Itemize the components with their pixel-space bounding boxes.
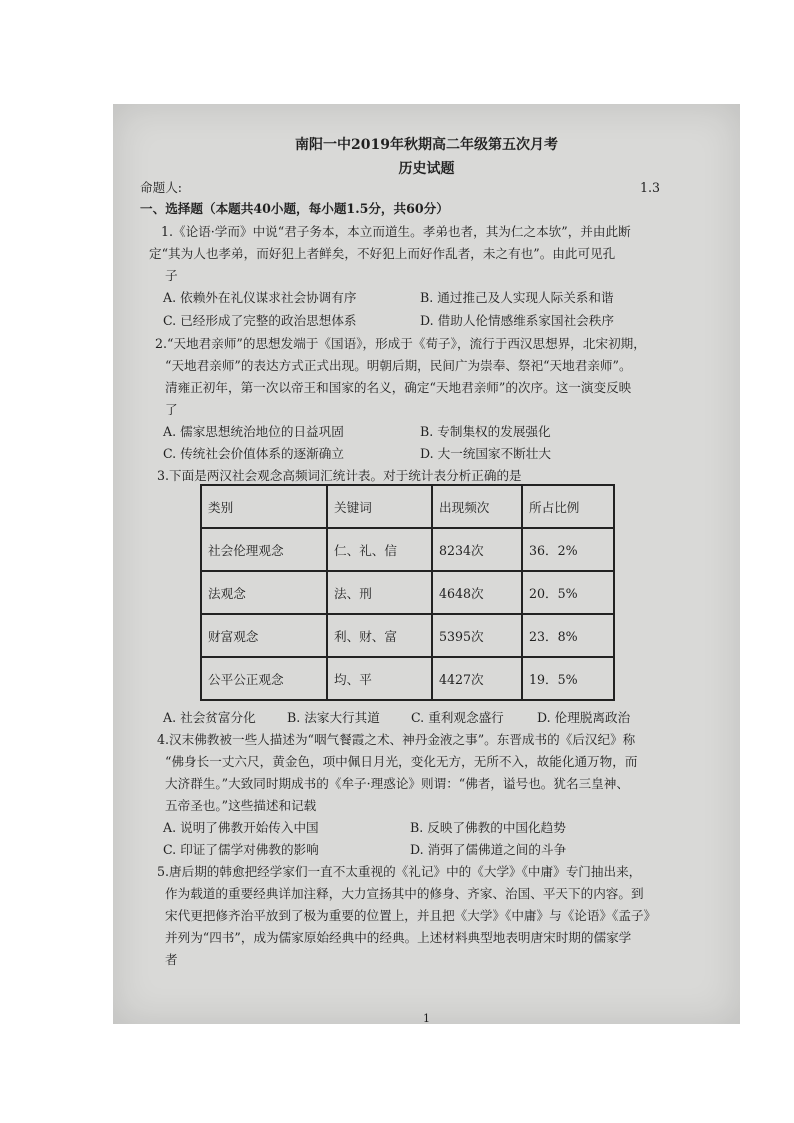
option-d: D. 大一统国家不断壮大 <box>420 446 551 461</box>
table-cell: 8234次 <box>432 528 522 571</box>
table-header-row <box>201 485 614 528</box>
table-cell: 均、平 <box>327 657 432 700</box>
option-b: B. 专制集权的发展强化 <box>420 424 551 439</box>
table-header-cell: 所占比例 <box>522 485 614 528</box>
question-stem-line: 作为载道的重要经典详加注释，大力宣扬其中的修身、齐家、治国、平天下的内容。到 <box>165 886 644 901</box>
question-stem-line: 子 <box>165 268 178 283</box>
option-a: A. 社会贫富分化 <box>163 710 256 725</box>
table-cell: 5395次 <box>432 614 522 657</box>
question-stem-line: “佛身长一丈六尺，黄金色，项中佩日月光，变化无方，无所不入，故能化通万物，而 <box>165 754 638 769</box>
table-cell: 4427次 <box>432 657 522 700</box>
table-header-cell: 出现频次 <box>432 485 522 528</box>
question-stem-line: 者 <box>165 952 178 967</box>
table-cell: 19．5% <box>522 657 614 700</box>
table-cell: 仁、礼、信 <box>327 528 432 571</box>
table-header-cell: 关键词 <box>327 485 432 528</box>
option-c: C. 印证了儒学对佛教的影响 <box>163 842 319 857</box>
question-stem-line: 3.下面是两汉社会观念高频词汇统计表。对于统计表分析正确的是 <box>157 468 522 483</box>
option-b: B. 通过推己及人实现人际关系和谐 <box>420 290 614 305</box>
option-d: D. 伦理脱离政治 <box>537 710 631 725</box>
option-a: A. 说明了佛教开始传入中国 <box>163 820 319 835</box>
table-cell: 法、刑 <box>327 571 432 614</box>
table-header-cell: 类别 <box>201 485 327 528</box>
table-cell: 利、财、富 <box>327 614 432 657</box>
question-stem-line: 大济群生。”大致同时期成书的《牟子·理惑论》则谓：“佛者，谥号也。犹名三皇神、 <box>165 776 629 791</box>
page-number: 1 <box>423 1012 430 1024</box>
question-stem-line: “天地君亲师”的表达方式正式出现。明朝后期，民间广为崇奉、祭祀“天地君亲师”。 <box>165 358 632 373</box>
section-heading: 一、选择题（本题共40小题，每小题1.5分，共60分） <box>140 201 449 216</box>
question-stem-line: 1.《论语·学而》中说“君子务本，本立而道生。孝弟也者，其为仁之本欤”，并由此断 <box>161 224 631 239</box>
question-stem-line: 4.汉末佛教被一些人描述为“咽气餐霞之术、神丹金液之事”。东晋成书的《后汉纪》称 <box>157 732 636 747</box>
option-d: D. 消弭了儒佛道之间的斗争 <box>410 842 567 857</box>
exam-paper <box>113 104 740 1024</box>
table-cell: 公平公正观念 <box>201 657 327 700</box>
question-stem-line: 5.唐后期的韩愈把经学家们一直不太重视的《礼记》中的《大学》《中庸》专门抽出来， <box>157 864 642 879</box>
option-b: B. 反映了佛教的中国化趋势 <box>410 820 566 835</box>
exam-subtitle: 历史试题 <box>398 161 455 177</box>
exam-date: 1.3 <box>640 180 661 195</box>
question-stem-line: 宋代更把修齐治平放到了极为重要的位置上，并且把《大学》《中庸》与《论语》《孟子》 <box>165 908 657 923</box>
option-a: A. 依赖外在礼仪谋求社会协调有序 <box>163 290 357 305</box>
option-c: C. 已经形成了完整的政治思想体系 <box>163 313 357 328</box>
table-row <box>201 657 614 700</box>
question-stem-line: 2.“天地君亲师”的思想发端于《国语》，形成于《荀子》，流行于西汉思想界，北宋初期， <box>155 336 646 351</box>
option-b: B. 法家大行其道 <box>287 710 380 725</box>
option-d: D. 借助人伦情感维系家国社会秩序 <box>420 313 614 328</box>
table-cell: 20．5% <box>522 571 614 614</box>
table-row <box>201 571 614 614</box>
question-stem-line: 清雍正初年，第一次以帝王和国家的名义，确定“天地君亲师”的次序。这一演变反映 <box>165 380 632 395</box>
table-row <box>201 528 614 571</box>
table-cell: 社会伦理观念 <box>201 528 327 571</box>
table-row <box>201 614 614 657</box>
author-label: 命题人: <box>140 180 183 195</box>
table-cell: 法观念 <box>201 571 327 614</box>
option-c: C. 传统社会价值体系的逐渐确立 <box>163 446 344 461</box>
table-cell: 23．8% <box>522 614 614 657</box>
table-cell: 36．2% <box>522 528 614 571</box>
question-stem-line: 定“其为人也孝弟，而好犯上者鲜矣，不好犯上而好作乱者，未之有也”。由此可见孔 <box>149 246 616 261</box>
table-cell: 财富观念 <box>201 614 327 657</box>
question-stem-line: 了 <box>165 402 178 417</box>
statistics-table <box>200 484 615 701</box>
question-stem-line: 五帝圣也。”这些描述和记载 <box>165 798 317 813</box>
option-c: C. 重利观念盛行 <box>411 710 504 725</box>
question-stem-line: 并列为“四书”，成为儒家原始经典中的经典。上述材料典型地表明唐宋时期的儒家学 <box>165 930 632 945</box>
table-cell: 4648次 <box>432 571 522 614</box>
option-a: A. 儒家思想统治地位的日益巩固 <box>163 424 344 439</box>
exam-title: 南阳一中2019年秋期高二年级第五次月考 <box>295 137 558 153</box>
